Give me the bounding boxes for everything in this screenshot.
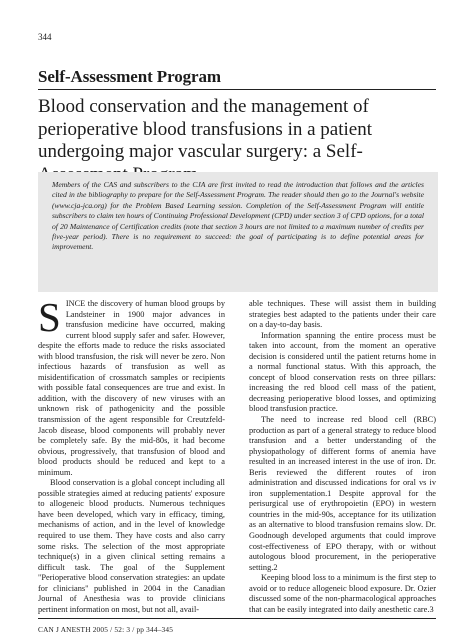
left-column — [38, 294, 225, 615]
body-paragraph-6: Keeping blood loss to a minimum is the first step to avoid or to reduce allogeneic blood exposure. Dr. Ozier discussed some of the non-pharmacological approaches that can be easily integrated into daily anesthetic care.3 — [249, 573, 436, 614]
header-rule — [38, 89, 436, 90]
body-paragraph-2: Blood conservation is a global concept including all possible strategies aimed at reducing patients' exposure to allogeneic blood products. Numerous techniques have been developed, which vary in efficacy, timing, mechanisms of action, and in the level of knowledge required to use them. They have costs and also carry some risks. The selection of the most appropriate technique(s) in a given clinical setting remains a difficult task. The goal of the Supplement "Perioperative blood conservation strategies: an update for clinicians" published in 2004 in the Canadian Journal of Anesthesia was to provide clinicians pertinent information on most, but not all, avail- — [38, 478, 225, 614]
abstract-box: Members of the CAS and subscribers to the CJA are first invited to read the introduction that follows and the articles cited in the bibliography to prepare for the Self-Assessment Program. The reader should then go to the Journal's website (www.cja-jca.org) for the Problem Based Learning session. Completion of the Self-Assessment Program will entitle subscribers to claim ten hours of Continuing Professional Development (CPD) under section 3 of CPD options, for a total of 20 Maintenance of Certification credits (note that section 3 hours are not limited to a maximum number of credits per five-year period). There is no requirement to succeed: the goal of participating is to define potential areas for improvement. — [38, 172, 438, 292]
body-paragraph-1 — [38, 294, 225, 478]
right-column — [249, 299, 436, 615]
drop-cap: S — [38, 294, 61, 340]
footer-rule — [38, 618, 436, 619]
section-title: Self-Assessment Program — [38, 67, 221, 86]
body-paragraph-5: The need to increase red blood cell (RBC) production as part of a general strategy to reduce blood transfusion and a better understanding of the physiopathology of different forms of anemia have resulted in an increased interest in the use of iron. Dr. Beris reviewed the different routes of iron administration and discussed indications for oral vs iv iron supplementation.1 Despite approval for the perisurgical use of erythropoietin (EPO) in western countries in the mid-90s, acceptance for its utilization as an alternative to blood transfusion remains slow. Dr. Goodnough developed arguments that could improve cost-effectiveness of EPO therapy, with or without autologous blood procurement, in the perioperative setting.2 — [249, 415, 436, 572]
footer-citation: CAN J ANESTH 2005 / 52: 3 / pp 344–345 — [38, 625, 174, 634]
body-paragraph-3: able techniques. These will assist them in building strategies best adapted to the patients under their care on a day-to-day basis. — [249, 299, 436, 330]
article-title: Blood conservation and the management of perioperative blood transfusions in a patient undergoing major vascular surgery: a Self- — [38, 96, 372, 162]
body-paragraph-1-text: INCE the discovery of human blood groups by Landsteiner in 1900 major advances in transfusion medicine have occurred, making current blood supply safer and safer. However, despite the efforts made to reduce the risks associated with blood transfusion, the risk will never be zero. Non infectious hazards of transfusion as well as misidentification of crossmatch samples or recipients with possible fatal consequences are true and exist. In addition, with the discovery of new viruses with an unknown risk of pathogenicity and the possible transmission of the agent responsible for Creutzfeld-Jacob disease, blood components will probably never be completely safe. By the mid-80s, it had become obvious, progressively, that transfusion of blood and blood products should be reduced and kept to a minimum. — [38, 299, 225, 477]
body-paragraph-4: Information spanning the entire process must be taken into account, from the moment an operative decision is considered until the patient returns home in a normal functional status. With this approach, the concept of blood conservation rests on three pillars: increasing the red blood cell mass of the patient, decreasing perioperative blood losses, and optimizing blood transfusion practice. — [249, 330, 436, 414]
page-number: 344 — [38, 32, 52, 42]
